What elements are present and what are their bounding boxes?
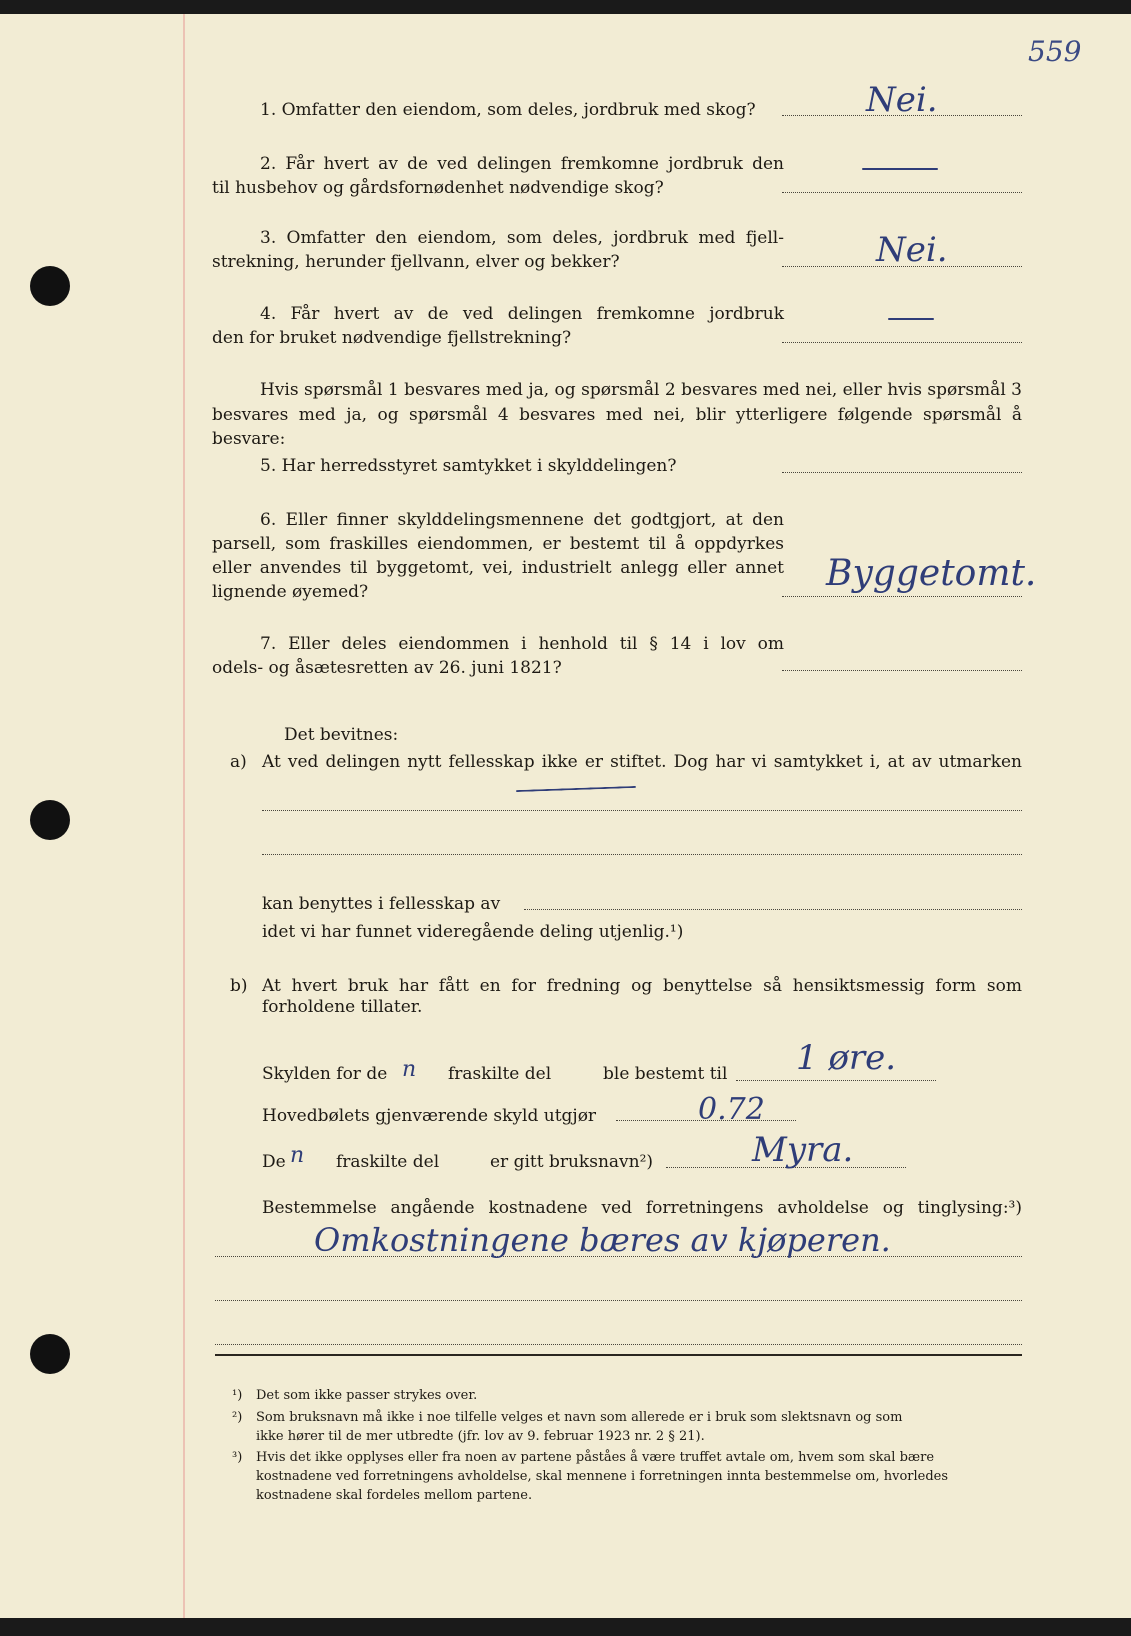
answer-3-handwritten: Nei. xyxy=(876,230,948,270)
punch-hole xyxy=(30,1334,70,1374)
skyld-handwritten-n: n xyxy=(402,1057,417,1082)
skyld-value-handwritten: 1 øre. xyxy=(796,1038,897,1078)
question-5-text: 5. Har herredsstyret samtykket i skylddelingen? xyxy=(260,456,677,476)
footnote-rule xyxy=(215,1354,1022,1356)
answer-4-dash xyxy=(888,318,934,320)
attest-a-label: a) xyxy=(230,752,247,772)
footnote-3-number: ³) xyxy=(232,1450,243,1465)
skyld-label-1: Skylden for de xyxy=(262,1064,388,1084)
answer-1-handwritten: Nei. xyxy=(866,80,938,120)
attest-heading: Det bevitnes: xyxy=(284,725,399,745)
footnote-3-line-1: Hvis det ikke opplyses eller fra noen av partene påståes å være truffet avtale om, hvem som skal bære xyxy=(256,1450,935,1465)
attest-b-label: b) xyxy=(230,976,248,996)
attest-a-handwritten-dash xyxy=(516,786,636,792)
answer-line-6 xyxy=(782,596,1022,597)
question-4-line-2: den for bruket nødvendige fjellstrekning? xyxy=(212,328,572,348)
answer-line-2 xyxy=(782,192,1022,193)
kost-label: Bestemmelse angående kostnadene ved forretningens avholdelse og tinglysing:³) xyxy=(262,1198,1022,1218)
hoved-label: Hovedbølets gjenværende skyld utgjør xyxy=(262,1106,597,1126)
navn-label-2: fraskilte del xyxy=(336,1152,440,1172)
question-6-line-4: lignende øyemed? xyxy=(212,582,369,602)
kost-line-3 xyxy=(215,1344,1022,1345)
footnote-3-line-3: kostnadene skal fordeles mellom partene. xyxy=(256,1488,533,1503)
navn-handwritten-n: n xyxy=(290,1143,305,1168)
skyld-value-line xyxy=(736,1080,936,1081)
hoved-value-handwritten: 0.72 xyxy=(698,1092,765,1127)
answer-line-5 xyxy=(782,472,1022,473)
question-4-line-1: 4. Får hvert av de ved delingen fremkomne jordbruk xyxy=(260,304,784,324)
condition-line-2: besvares med ja, og spørsmål 4 besvares med nei, blir ytterligere følgende spørsmål å besvare: xyxy=(212,405,1022,449)
answer-line-4 xyxy=(782,342,1022,343)
question-6-line-2: parsell, som fraskilles eiendommen, er bestemt til å oppdyrkes xyxy=(212,534,784,554)
attest-a-use-line xyxy=(524,909,1022,910)
question-3-line-2: strekning, herunder fjellvann, elver og bekker? xyxy=(212,252,620,272)
attest-a-text: At ved delingen nytt fellesskap ikke er stiftet. Dog har vi samtykket i, at av utmarken xyxy=(262,752,1022,772)
form-page xyxy=(0,14,1131,1618)
footnote-2-line-2: ikke hører til de mer utbredte (jfr. lov av 9. februar 1923 nr. 2 § 21). xyxy=(256,1429,705,1444)
page-number: 559 xyxy=(1028,35,1082,68)
punch-hole xyxy=(30,266,70,306)
question-2-line-1: 2. Får hvert av de ved delingen fremkomne jordbruk den xyxy=(260,154,784,174)
skyld-label-2: fraskilte del xyxy=(448,1064,552,1084)
navn-label-1: De xyxy=(262,1152,286,1172)
attest-a-reason: idet vi har funnet videregående deling utjenlig.¹) xyxy=(262,922,684,942)
kost-line-2 xyxy=(215,1300,1022,1301)
footnote-3-line-2: kostnadene ved forretningens avholdelse, skal mennene i forretningen innta bestemmelse om, hvorledes xyxy=(256,1469,949,1484)
attest-b-line-2: forholdene tillater. xyxy=(262,997,423,1017)
question-7-line-2: odels- og åsætesretten av 26. juni 1821? xyxy=(212,658,562,678)
footnote-2-number: ²) xyxy=(232,1410,243,1425)
navn-label-3: er gitt bruksnavn²) xyxy=(490,1152,654,1172)
attest-a-line-1 xyxy=(262,810,1022,811)
skyld-label-3: ble bestemt til xyxy=(603,1064,728,1084)
footnote-2-line-1: Som bruksnavn må ikke i noe tilfelle velges et navn som allerede er i bruk som slektsnavn og som xyxy=(256,1410,903,1425)
kost-value-handwritten: Omkostningene bæres av kjøperen. xyxy=(314,1221,891,1259)
condition-line-1: Hvis spørsmål 1 besvares med ja, og spørsmål 2 besvares med nei, eller hvis spørsmål 3 xyxy=(260,380,1022,400)
question-6-line-3: eller anvendes til byggetomt, vei, industrielt anlegg eller annet xyxy=(212,558,784,578)
attest-a-use-label: kan benyttes i fellesskap av xyxy=(262,894,501,914)
question-7-line-1: 7. Eller deles eiendommen i henhold til § 14 i lov om xyxy=(260,634,784,654)
question-1-text: 1. Omfatter den eiendom, som deles, jordbruk med skog? xyxy=(260,100,756,120)
margin-rule xyxy=(183,14,185,1618)
footnote-1-number: ¹) xyxy=(232,1388,243,1403)
attest-b-line-1: At hvert bruk har fått en for fredning og benyttelse så hensiktsmessig form som xyxy=(262,976,1022,996)
question-2-line-2: til husbehov og gårdsfornødenhet nødvendige skog? xyxy=(212,178,664,198)
footnote-1-text: Det som ikke passer strykes over. xyxy=(256,1388,478,1403)
question-3-line-1: 3. Omfatter den eiendom, som deles, jordbruk med fjell- xyxy=(260,228,784,248)
answer-6-handwritten: Byggetomt. xyxy=(826,553,1037,594)
answer-2-dash xyxy=(862,168,938,170)
question-6-line-1: 6. Eller finner skylddelingsmennene det godtgjort, at den xyxy=(260,510,784,530)
navn-value-handwritten: Myra. xyxy=(752,1130,854,1170)
punch-hole xyxy=(30,800,70,840)
attest-a-line-2 xyxy=(262,854,1022,855)
answer-line-7 xyxy=(782,670,1022,671)
